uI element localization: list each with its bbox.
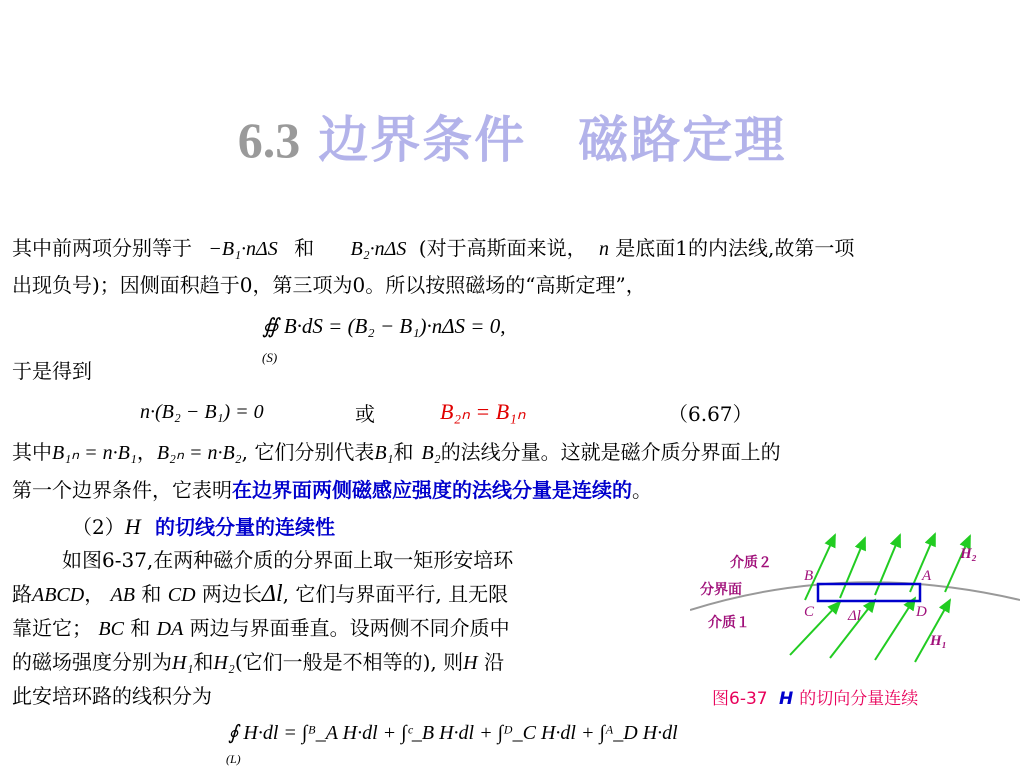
highlight-conclusion: 在边界面两侧磁感应强度的法线分量是连续的 (232, 478, 632, 502)
text: 。 (632, 478, 652, 502)
line-integral-equation: ∮ H·dl = ∫ᴮ_A H·dl + ∫ᶜ_B H·dl + ∫ᴰ_C H·dl + ∫ᴬ_D H·dl (228, 722, 678, 744)
para3-line1: 如图6-37,在两种磁介质的分界面上取一矩形安培环 (62, 548, 514, 572)
vector-h2: H₂ (213, 652, 235, 674)
line-integral-sub: (L) (226, 752, 241, 766)
normal-continuity-eq: n·(B₂ − B₁) = 0 (140, 401, 264, 423)
text: 两边长 (201, 582, 262, 606)
caption-number: 图6-37 (712, 689, 768, 709)
para1-line1 (12, 234, 854, 263)
para3-line2 (12, 580, 508, 609)
text: ， (136, 440, 157, 464)
page-title (0, 100, 1024, 172)
vertex-b: B (804, 568, 814, 584)
vector-h: H (124, 514, 141, 539)
label-medium1: 介质１ (708, 615, 750, 631)
text: （2） (72, 515, 125, 539)
label-h2: H₂ (960, 546, 977, 562)
text: 和 (393, 440, 414, 464)
h2-field-lines (805, 534, 970, 600)
caption-text: 的切向分量连续 (799, 689, 919, 709)
text: (它们一般是不相等的), 则 (234, 650, 464, 674)
label-interface: 分界面 (700, 582, 742, 598)
text: , 它们与界面平行, 且无限 (282, 582, 509, 606)
vector-h: H (463, 652, 478, 674)
text: 两边与界面垂直。设两侧不同介质中 (189, 616, 510, 640)
section-title: 边界条件 磁路定理 (318, 111, 787, 169)
side-ab: AB (110, 584, 136, 606)
subsection-title: 的切线分量的连续性 (154, 515, 335, 539)
text: , 它们分别代表 (241, 440, 375, 464)
text: 沿 (483, 650, 504, 674)
caption-h: H (779, 689, 794, 709)
text: 的法线分量。这就是磁介质分界面上的 (440, 440, 781, 464)
formula-minus-b1-ndS: −B₁·nΔS (208, 238, 278, 260)
equation-number: （6.67） (668, 402, 753, 426)
ampere-loop-rect (818, 584, 920, 601)
text: 第一个边界条件，它表明 (12, 478, 232, 502)
para3-line5: 此安培环路的线积分为 (12, 684, 212, 708)
para3-line4 (12, 648, 504, 677)
text: 路 (12, 582, 32, 606)
vector-b2: B₂ (421, 442, 441, 464)
text: 其中 (12, 440, 52, 464)
label-h1: H₁ (930, 633, 947, 649)
gauss-equation: ∯ B·dS = (B₂ − B₁)·nΔS = 0, (262, 314, 506, 338)
normal-n: n (598, 238, 609, 260)
subsection-heading (72, 513, 335, 541)
loop-abcd: ABCD (32, 584, 85, 606)
vertex-c: C (804, 604, 815, 620)
formula-b1n: B₁ₙ = n·B₁ (52, 442, 137, 464)
vector-h1: H₁ (172, 652, 194, 674)
text: 和 (141, 582, 162, 606)
text: 的磁场强度分别为 (12, 650, 172, 674)
thus-text: 于是得到 (12, 359, 92, 383)
text: 靠近它； (12, 616, 92, 640)
formula-b2-ndS: B₂·nΔS (350, 238, 407, 260)
or-text: 或 (355, 402, 375, 426)
formula-b2n: B₂ₙ = n·B₂ (156, 442, 242, 464)
vertex-a: A (922, 568, 932, 584)
text: 和 (294, 236, 315, 260)
para2-line1 (12, 438, 781, 467)
side-bc: BC (98, 618, 124, 640)
label-medium2: 介质２ (730, 555, 772, 571)
side-cd: CD (167, 584, 196, 606)
para3-line3 (12, 614, 510, 643)
delta-l: Δl (261, 581, 283, 607)
figure-caption (712, 684, 918, 709)
text: 其中前两项分别等于 (12, 236, 192, 260)
gauss-equation-sub: (S) (262, 350, 278, 365)
text: 是底面1的内法线,故第一项 (615, 236, 855, 260)
para2-line2 (12, 476, 652, 504)
label-delta-l: Δl (848, 608, 861, 624)
section-number: 6.3 (237, 112, 301, 168)
bn-equality-eq: B₂ₙ = B₁ₙ (440, 399, 526, 424)
side-da: DA (156, 618, 184, 640)
figure-6-37 (690, 530, 1020, 710)
text: 和 (193, 650, 214, 674)
vertex-d: D (916, 604, 927, 620)
text: ， (84, 582, 105, 606)
text: 和 (130, 616, 151, 640)
text: (对于高斯面来说， (418, 236, 587, 260)
vector-b1: B₁ (374, 442, 394, 464)
para1-line2: 出现负号)；因侧面积趋于0，第三项为0。所以按照磁场的“高斯定理”， (12, 273, 646, 297)
